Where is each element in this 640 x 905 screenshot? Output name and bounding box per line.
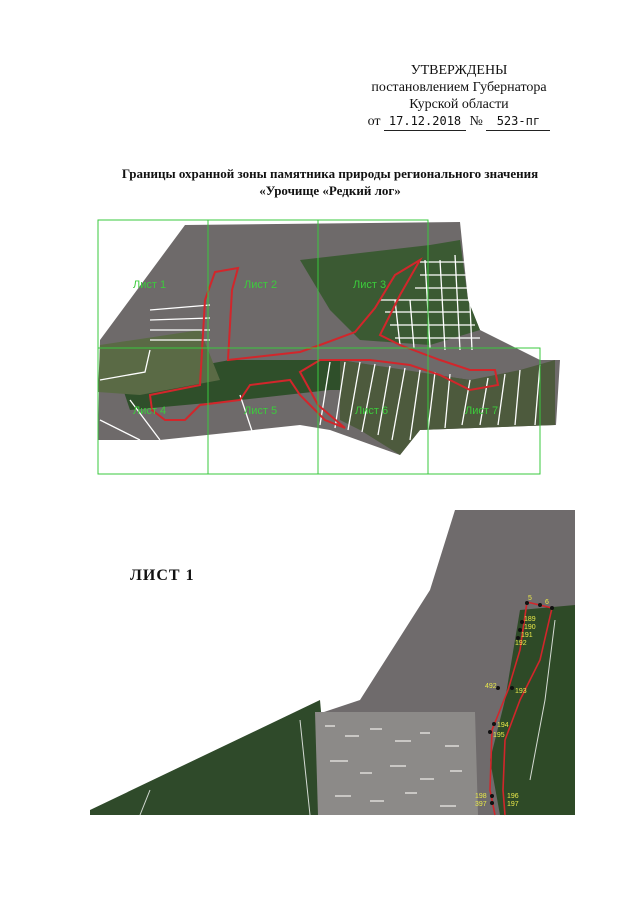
decree-number: 523-пг bbox=[486, 113, 550, 131]
sheet-label-6: Лист 6 bbox=[355, 405, 389, 417]
approval-date-line bbox=[334, 113, 584, 131]
sheet-label-2: Лист 2 bbox=[244, 279, 278, 291]
sheet-label-1: Лист 1 bbox=[133, 279, 167, 291]
point-label-194: 194 bbox=[497, 722, 509, 729]
approval-decree-line: постановлением Губернатора bbox=[371, 80, 547, 95]
point-label-189: 189 bbox=[524, 616, 536, 623]
sheet-label-4: Лист 4 bbox=[133, 405, 167, 417]
approval-block bbox=[334, 62, 584, 131]
point-label-196: 196 bbox=[507, 793, 519, 800]
approval-heading: УТВЕРЖДЕНЫ bbox=[410, 63, 508, 78]
sheet-label-3: Лист 3 bbox=[353, 279, 387, 291]
title-line-2: «Урочище «Редкий лог» bbox=[259, 183, 401, 198]
point-label-195: 195 bbox=[493, 732, 505, 739]
detail-left-field bbox=[90, 700, 330, 815]
detail-light-field bbox=[315, 712, 478, 815]
point-label-190: 190 bbox=[524, 624, 536, 631]
point-label-191: 191 bbox=[521, 632, 533, 639]
sheet-1-map bbox=[0, 500, 640, 905]
point-label-193: 193 bbox=[515, 688, 527, 695]
sheet-label-7: Лист 7 bbox=[465, 405, 499, 417]
point-label-192: 192 bbox=[515, 640, 527, 647]
point-label-6: 6 bbox=[545, 599, 549, 606]
approval-region-line: Курской области bbox=[409, 97, 509, 112]
point-label-492: 492 bbox=[485, 683, 497, 690]
overview-map bbox=[0, 210, 640, 485]
decree-date: 17.12.2018 bbox=[384, 113, 466, 131]
title-line-1: Границы охранной зоны памятника природы регионального значения bbox=[121, 166, 539, 181]
point-label-198: 198 bbox=[475, 793, 487, 800]
point-label-5: 5 bbox=[528, 595, 532, 602]
number-prefix: № bbox=[469, 114, 483, 129]
point-label-397: 397 bbox=[475, 801, 487, 808]
document-title bbox=[60, 165, 600, 199]
point-label-197: 197 bbox=[507, 801, 519, 808]
date-prefix: от bbox=[367, 114, 381, 129]
sheet-label-5: Лист 5 bbox=[244, 405, 278, 417]
sheet-1-heading: ЛИСТ 1 bbox=[130, 567, 195, 584]
